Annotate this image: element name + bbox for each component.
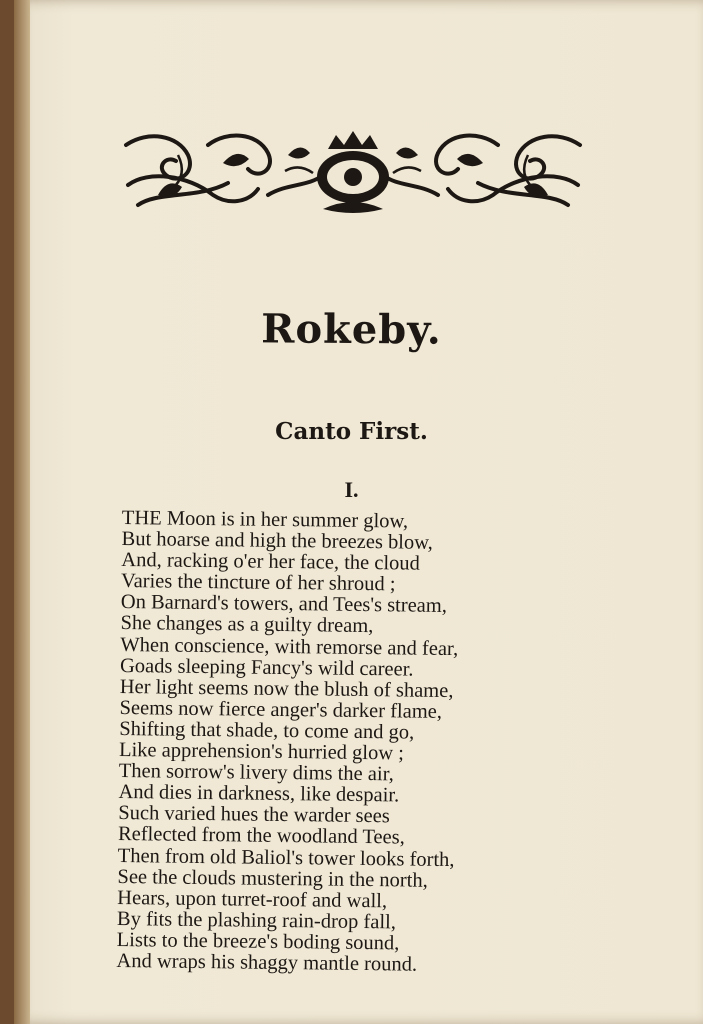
headpiece-ornament — [118, 125, 588, 217]
poem-line: Hears, upon turret-roof and wall, — [117, 886, 388, 912]
poem-line: Then sorrow's livery dims the air, — [118, 760, 394, 786]
poem-line: And, racking o'er her face, the cloud — [121, 549, 421, 575]
poem-line: Such varied hues the warder sees — [118, 802, 390, 828]
poem-line: And wraps his shaggy mantle round. — [116, 949, 418, 976]
book-gutter — [14, 0, 30, 1024]
poem-line: By fits the plashing rain-drop fall, — [116, 907, 397, 934]
poem-line: She changes as a guilty dream, — [120, 612, 374, 638]
section-numeral: I. — [344, 477, 359, 502]
poem-line: But hoarse and high the breezes blow, — [121, 528, 433, 554]
poem-line: Goads sleeping Fancy's wild career. — [119, 654, 414, 681]
poem-line: Seems now fierce anger's darker flame, — [119, 696, 443, 723]
poem-stanza — [116, 508, 582, 978]
canto-heading: Canto First. — [275, 418, 428, 445]
poem-line: Lists to the breeze's boding sound, — [116, 928, 400, 955]
poem-line: On Barnard's towers, and Tees's stream, — [120, 591, 448, 618]
poem-line: Then from old Baliol's tower looks forth, — [117, 844, 455, 871]
poem-line: Like apprehension's hurried glow ; — [118, 739, 405, 765]
poem-line: Shifting that shade, to come and go, — [119, 717, 415, 744]
poem-line: When conscience, with remorse and fear, — [120, 633, 459, 660]
poem-line: Reflected from the woodland Tees, — [117, 823, 405, 849]
poem-line: Varies the tincture of her shroud ; — [120, 570, 396, 596]
poem-line: Her light seems now the blush of shame, — [119, 675, 454, 702]
poem-line: THE Moon is in her summer glow, — [121, 507, 409, 533]
poem-line: And dies in darkness, like despair. — [118, 781, 400, 807]
poem-line: See the clouds mustering in the north, — [117, 865, 428, 892]
page-title: Rokeby. — [261, 305, 442, 354]
